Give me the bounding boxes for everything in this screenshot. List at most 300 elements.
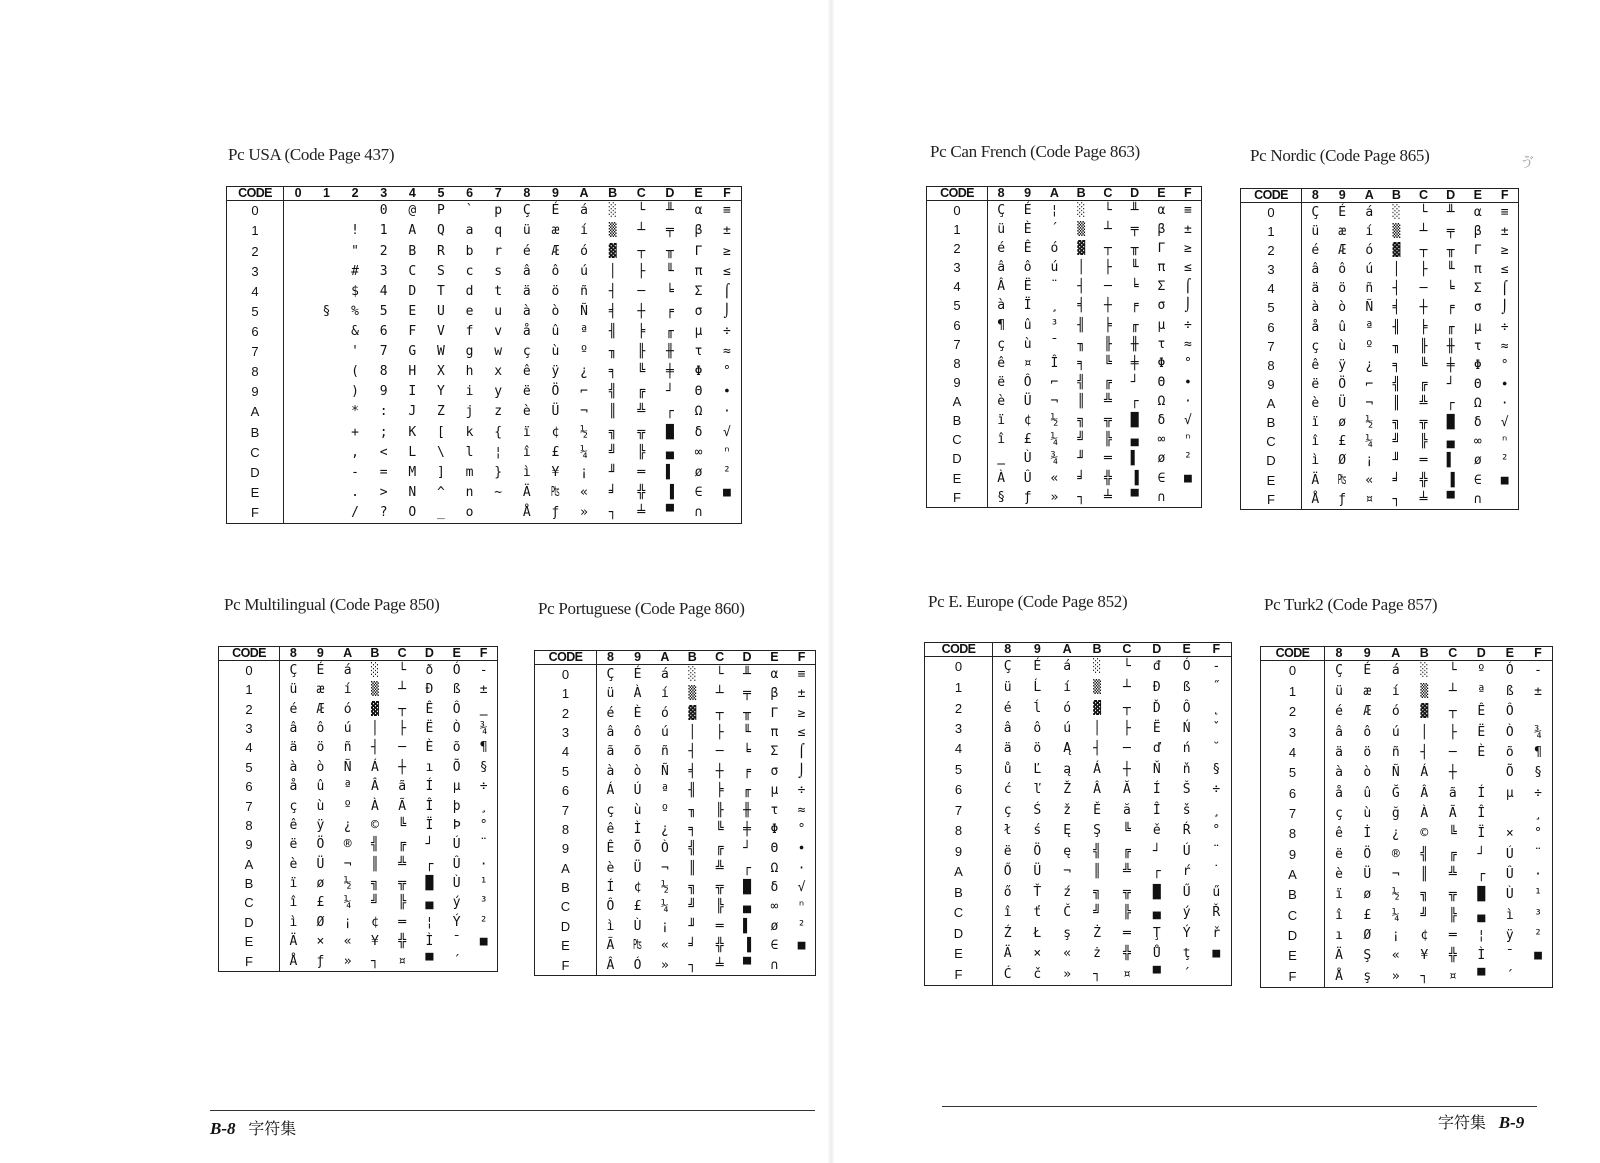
char-cell: ⌡ xyxy=(797,763,806,779)
char-cell: ╜ xyxy=(1077,451,1086,467)
char-cell: î xyxy=(1003,905,1012,921)
table-row xyxy=(925,944,1232,964)
char-cell: 2 xyxy=(379,243,388,259)
char-cell: ü xyxy=(1003,680,1012,696)
char-cell: Ø xyxy=(316,914,325,930)
char-cell xyxy=(312,342,341,362)
table-row xyxy=(925,759,1232,779)
char-cell: å xyxy=(1311,319,1320,335)
table-row xyxy=(535,897,816,916)
char-cell: ∙ xyxy=(723,384,731,400)
char-cell: ╙ xyxy=(1446,262,1455,278)
row-code: F xyxy=(219,951,280,971)
char-cell: ╟ xyxy=(715,802,724,818)
char-cell: K xyxy=(408,424,417,440)
char-cell: █ xyxy=(1152,884,1161,900)
char-cell: ± xyxy=(723,223,731,239)
char-cell: ÿ xyxy=(551,364,560,380)
table-row xyxy=(927,449,1202,468)
char-cell: ; xyxy=(379,424,388,440)
char-cell: ┼ xyxy=(1103,298,1112,314)
char-cell: ╒ xyxy=(743,763,751,779)
char-cell: ¶ xyxy=(1534,744,1542,760)
char-cell: ╦ xyxy=(1103,413,1112,429)
char-cell: ¬ xyxy=(580,404,588,420)
column-header: E xyxy=(443,647,470,661)
char-cell: î xyxy=(997,432,1006,448)
char-cell: Ä xyxy=(289,934,298,950)
table-row xyxy=(1261,864,1553,884)
char-cell: Ć xyxy=(1003,967,1012,983)
char-cell: Ì xyxy=(425,934,434,950)
char-cell: , xyxy=(351,444,359,460)
char-cell: í xyxy=(1391,683,1400,699)
char-cell: Ô xyxy=(1505,704,1514,720)
table-row xyxy=(535,917,816,936)
row-code: D xyxy=(535,917,597,936)
char-cell: ¢ xyxy=(1023,413,1032,429)
char-cell: Ö xyxy=(1033,843,1042,859)
char-cell: « xyxy=(1063,946,1072,962)
char-cell: ® xyxy=(1391,846,1400,862)
char-cell: ş xyxy=(1063,925,1072,941)
table-row xyxy=(227,241,742,261)
char-cell: w xyxy=(494,344,503,360)
char-cell: â xyxy=(289,721,298,737)
char-cell: ╘ xyxy=(1130,279,1139,295)
char-cell: ë xyxy=(522,384,531,400)
char-cell: ≡ xyxy=(723,203,731,219)
char-cell: Ŕ xyxy=(1182,823,1191,839)
char-cell: ª xyxy=(1477,683,1486,699)
char-cell: ┘ xyxy=(743,841,751,857)
char-cell: ╚ xyxy=(1448,826,1457,842)
char-cell: ▌ xyxy=(666,464,674,480)
char-cell: ¬ xyxy=(1050,394,1059,410)
char-cell: ü xyxy=(1335,683,1343,699)
char-cell: ╝ xyxy=(1093,905,1101,921)
char-cell: ¼ xyxy=(661,899,669,915)
char-cell: ─ xyxy=(1123,741,1131,757)
char-cell: s xyxy=(494,263,503,279)
char-cell: ´ xyxy=(1050,221,1059,237)
char-cell: : xyxy=(379,404,388,420)
char-cell: ö xyxy=(551,283,560,299)
char-cell: ş xyxy=(1363,969,1372,985)
char-cell: ╞ xyxy=(637,323,646,339)
row-code: 6 xyxy=(1261,783,1325,803)
row-code: 4 xyxy=(227,281,284,301)
char-cell: ┘ xyxy=(425,837,434,853)
char-cell: ê xyxy=(606,821,615,837)
char-cell: Ï xyxy=(1023,298,1032,314)
char-cell: ╗ xyxy=(688,880,697,896)
char-cell: ┌ xyxy=(1130,394,1139,410)
char-cell: ∩ xyxy=(694,505,703,521)
char-cell: F xyxy=(408,323,417,339)
char-cell: σ xyxy=(1157,298,1166,314)
char-cell: Ö xyxy=(1338,376,1347,392)
char-cell: Æ xyxy=(316,701,325,717)
column-header: A xyxy=(1382,647,1411,661)
char-cell: ┴ xyxy=(1419,223,1428,239)
table-row xyxy=(227,342,742,362)
char-cell: ─ xyxy=(637,283,646,299)
char-cell xyxy=(341,200,370,221)
char-cell: σ xyxy=(694,303,703,319)
char-cell: · xyxy=(1183,394,1192,410)
column-header: D xyxy=(1437,189,1464,203)
char-cell: ² xyxy=(797,918,806,934)
char-cell: │ xyxy=(1077,260,1086,276)
char-cell: T xyxy=(437,283,445,299)
char-cell xyxy=(312,281,341,301)
char-cell: ┘ xyxy=(1152,843,1161,859)
row-code: A xyxy=(927,392,988,411)
char-cell: ▐ xyxy=(1446,472,1455,488)
char-cell: · xyxy=(479,856,488,872)
row-code: 1 xyxy=(927,220,988,239)
char-cell: ± xyxy=(1500,223,1509,239)
char-cell: ╧ xyxy=(637,505,646,521)
char-cell: ╤ xyxy=(743,686,751,702)
char-cell: ╔ xyxy=(1103,374,1112,390)
table-row xyxy=(219,951,498,971)
char-cell: õ xyxy=(633,744,642,760)
char-cell: ╕ xyxy=(1077,355,1086,371)
char-cell: P xyxy=(437,203,445,219)
char-cell: ¸ xyxy=(1534,805,1542,821)
table-row xyxy=(227,422,742,442)
char-cell: ô xyxy=(633,725,642,741)
char-cell: Ü xyxy=(316,856,325,872)
char-cell: á xyxy=(661,666,669,682)
char-cell: Ü xyxy=(1023,394,1032,410)
char-cell: â xyxy=(1003,720,1012,736)
column-header: B xyxy=(361,647,388,661)
row-code: 8 xyxy=(219,816,280,835)
char-cell: ┌ xyxy=(1477,867,1486,883)
char-cell: Ú xyxy=(633,783,642,799)
char-cell: ł xyxy=(1003,823,1012,839)
char-cell: ½ xyxy=(580,424,588,440)
char-cell: ╥ xyxy=(1446,243,1455,259)
char-cell: ╪ xyxy=(1446,357,1455,373)
char-cell: ├ xyxy=(1123,720,1131,736)
char-cell: Ž xyxy=(1063,782,1072,798)
column-header: E xyxy=(684,187,713,201)
char-cell: a xyxy=(465,223,474,239)
char-cell: ß xyxy=(1505,683,1514,699)
char-cell: ─ xyxy=(1448,744,1457,760)
char-cell: ä xyxy=(522,283,531,299)
char-cell: █ xyxy=(1477,887,1486,903)
char-cell: Ç xyxy=(997,202,1006,218)
char-cell: ý xyxy=(452,895,461,911)
char-cell: ▀ xyxy=(425,953,434,969)
char-cell: ´ xyxy=(1505,969,1514,985)
char-cell: Ü xyxy=(633,860,642,876)
char-cell: └ xyxy=(1123,659,1131,675)
char-cell: á xyxy=(1365,204,1374,220)
char-cell: Î xyxy=(425,798,434,814)
row-code: E xyxy=(219,932,280,951)
char-cell: « xyxy=(343,934,352,950)
char-cell: m xyxy=(465,464,474,480)
char-cell: é xyxy=(289,701,298,717)
char-cell: ° xyxy=(723,364,731,380)
char-cell: ₧ xyxy=(1338,472,1347,488)
row-code: A xyxy=(219,854,280,873)
table-row xyxy=(1261,803,1553,823)
row-code: 7 xyxy=(1261,803,1325,823)
char-cell: ╔ xyxy=(1123,843,1131,859)
char-cell: ∞ xyxy=(770,899,779,915)
char-cell: ¨ xyxy=(1534,846,1542,862)
footer-left xyxy=(210,1116,296,1139)
char-cell: 8 xyxy=(379,364,388,380)
char-cell: ó xyxy=(343,701,352,717)
char-cell: ╝ xyxy=(1077,432,1086,448)
char-cell: ³ xyxy=(1534,907,1542,923)
char-cell: ø xyxy=(1473,453,1482,469)
char-cell: ▒ xyxy=(1093,680,1101,696)
char-cell: ╪ xyxy=(743,821,751,837)
char-cell: ⌐ xyxy=(1365,376,1374,392)
char-cell: â xyxy=(1335,724,1343,740)
row-code: 6 xyxy=(219,777,280,796)
char-cell: ƒ xyxy=(551,505,560,521)
table-row xyxy=(1241,375,1519,394)
row-code: C xyxy=(925,903,993,923)
table-header-row xyxy=(1261,647,1553,661)
char-cell: Å xyxy=(1311,491,1320,507)
char-cell: ─ xyxy=(398,740,407,756)
char-cell: ú xyxy=(1063,720,1072,736)
row-code: 4 xyxy=(925,739,993,759)
char-cell: ■ xyxy=(797,938,806,954)
char-cell: Ö xyxy=(1363,846,1372,862)
char-cell: ╞ xyxy=(1419,319,1428,335)
char-cell xyxy=(312,362,341,382)
char-cell: ú xyxy=(661,725,669,741)
row-code: 7 xyxy=(227,342,284,362)
char-cell: Ą xyxy=(1063,741,1072,757)
char-cell: ╬ xyxy=(1419,472,1428,488)
char-cell: ¬ xyxy=(343,856,352,872)
char-cell: º xyxy=(1477,663,1486,679)
char-cell: ═ xyxy=(1448,928,1457,944)
char-cell: ø xyxy=(1157,451,1166,467)
char-cell: ╨ xyxy=(743,666,751,682)
row-code: 9 xyxy=(927,373,988,392)
char-cell: ╙ xyxy=(1130,260,1139,276)
char-cell: ╬ xyxy=(715,938,724,954)
column-header: 2 xyxy=(341,187,370,201)
char-cell: ó xyxy=(1050,241,1059,257)
char-cell: Ť xyxy=(1033,884,1042,900)
char-cell: ║ xyxy=(1420,867,1429,883)
table-row xyxy=(1241,279,1519,298)
char-cell: â xyxy=(522,263,531,279)
char-cell: t xyxy=(494,283,503,299)
column-header: F xyxy=(470,647,497,661)
column-header: D xyxy=(733,651,760,665)
char-cell: æ xyxy=(316,682,325,698)
char-cell: ç xyxy=(1335,805,1343,821)
column-header: 3 xyxy=(369,187,398,201)
table-header-row xyxy=(535,651,816,665)
column-header: C xyxy=(1410,189,1437,203)
char-cell: » xyxy=(1050,489,1059,505)
char-cell: Ý xyxy=(452,914,461,930)
char-cell: Ì xyxy=(1477,948,1486,964)
char-cell: \ xyxy=(437,444,445,460)
char-cell: ╗ xyxy=(1093,884,1101,900)
row-code: F xyxy=(925,964,993,985)
char-cell: ░ xyxy=(1077,202,1086,218)
char-cell: ∩ xyxy=(1473,491,1482,507)
table-row xyxy=(227,502,742,523)
char-cell: ≈ xyxy=(1183,336,1192,352)
char-cell: ═ xyxy=(1123,925,1131,941)
char-cell: ≤ xyxy=(1500,262,1509,278)
row-code: D xyxy=(927,449,988,468)
column-header: F xyxy=(1491,189,1518,203)
char-cell: ⌡ xyxy=(1183,298,1192,314)
char-cell: İ xyxy=(1363,826,1372,842)
char-cell: ┐ xyxy=(1093,967,1101,983)
char-cell: ∞ xyxy=(1157,432,1166,448)
char-cell: Ë xyxy=(1023,279,1032,295)
char-cell: í xyxy=(1365,223,1374,239)
row-code: 0 xyxy=(927,200,988,220)
char-cell: Ó xyxy=(1505,663,1514,679)
char-cell: ╠ xyxy=(1419,434,1428,450)
char-cell: ▒ xyxy=(1077,221,1086,237)
char-cell: Á xyxy=(1093,761,1101,777)
char-cell: Û xyxy=(1023,470,1032,486)
char-cell: ) xyxy=(351,384,359,400)
char-cell: █ xyxy=(743,880,751,896)
char-cell: ç xyxy=(1003,802,1012,818)
char-cell: ╔ xyxy=(1448,846,1457,862)
row-code: A xyxy=(227,402,284,422)
table-row xyxy=(227,261,742,281)
char-cell: É xyxy=(316,662,325,678)
column-header: A xyxy=(1041,187,1068,201)
table-row xyxy=(1261,844,1553,864)
table-row xyxy=(227,200,742,221)
table-row xyxy=(535,800,816,819)
char-cell: Ğ xyxy=(1391,785,1400,801)
char-cell: ¢ xyxy=(1420,928,1429,944)
char-cell xyxy=(470,951,497,971)
char-cell: ï xyxy=(289,876,298,892)
char-cell: ╨ xyxy=(1130,202,1139,218)
table-row xyxy=(1261,660,1553,681)
char-cell: ║ xyxy=(1077,394,1086,410)
char-cell: ╤ xyxy=(1446,223,1455,239)
char-cell: ó xyxy=(1391,704,1400,720)
table-row xyxy=(927,430,1202,449)
table-row xyxy=(927,200,1202,220)
column-header: C xyxy=(706,651,733,665)
row-code: 2 xyxy=(1241,241,1302,260)
char-cell: ô xyxy=(1033,720,1042,736)
row-code: 4 xyxy=(1241,279,1302,298)
char-cell: ä xyxy=(1311,281,1320,297)
char-cell: Ţ xyxy=(1152,925,1161,941)
char-cell: ë xyxy=(997,374,1006,390)
char-cell: I xyxy=(408,384,417,400)
char-cell: ┌ xyxy=(425,856,434,872)
char-cell: Ñ xyxy=(1365,300,1374,316)
char-cell: ù xyxy=(1363,805,1372,821)
char-cell: ¤ xyxy=(1023,355,1032,371)
char-cell: i xyxy=(465,384,474,400)
char-cell: ╦ xyxy=(1123,884,1131,900)
char-cell: ⁿ xyxy=(1500,434,1509,450)
char-cell: ╚ xyxy=(1123,823,1131,839)
char-cell: ╩ xyxy=(1419,396,1428,412)
char-cell: ľ xyxy=(1033,782,1042,798)
char-cell: Ç xyxy=(1311,204,1320,220)
char-cell: Ü xyxy=(1363,867,1372,883)
char-cell: ê xyxy=(997,355,1006,371)
char-cell xyxy=(312,442,341,462)
char-cell: ∈ xyxy=(770,938,779,954)
char-cell: Ă xyxy=(1123,782,1131,798)
char-cell: ┬ xyxy=(398,701,407,717)
column-header: 8 xyxy=(1325,647,1354,661)
table-row xyxy=(1261,722,1553,742)
char-cell: ( xyxy=(351,364,359,380)
char-cell: ╠ xyxy=(1103,432,1112,448)
row-code: 4 xyxy=(535,742,597,761)
row-code: 1 xyxy=(219,680,280,699)
char-cell: ┼ xyxy=(398,759,407,775)
char-cell: ▓ xyxy=(608,243,617,259)
table-row xyxy=(925,698,1232,718)
char-cell: ä xyxy=(1003,741,1012,757)
char-cell: ≡ xyxy=(1500,204,1509,220)
char-cell: Â xyxy=(606,957,615,973)
char-cell: É xyxy=(1338,204,1347,220)
char-cell: ď xyxy=(1152,741,1161,757)
char-cell: Ľ xyxy=(1033,761,1042,777)
char-cell: ~ xyxy=(494,484,503,500)
column-header: E xyxy=(761,651,788,665)
char-cell: ² xyxy=(1183,451,1192,467)
char-cell: ╥ xyxy=(743,705,751,721)
char-cell: └ xyxy=(715,666,724,682)
char-cell: ¦ xyxy=(494,444,503,460)
row-code: 9 xyxy=(925,841,993,861)
row-code: E xyxy=(927,468,988,487)
char-cell: é xyxy=(522,243,531,259)
row-code: 9 xyxy=(1241,375,1302,394)
char-cell: â xyxy=(997,260,1006,276)
table-row xyxy=(1261,783,1553,803)
char-cell: - xyxy=(1534,663,1542,679)
char-cell xyxy=(284,422,313,442)
char-cell: ÷ xyxy=(1534,785,1542,801)
char-cell: 4 xyxy=(379,283,388,299)
char-cell: ® xyxy=(343,837,352,853)
char-cell: ç xyxy=(997,336,1006,352)
footer-right xyxy=(1438,1110,1524,1133)
